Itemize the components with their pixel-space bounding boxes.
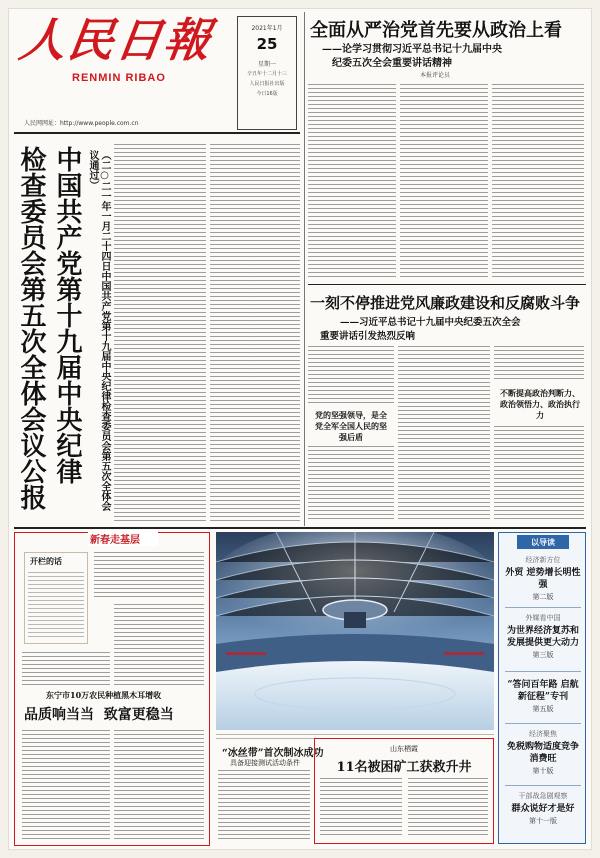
sidebar-item-page: 第十一版	[529, 817, 557, 825]
feature-body-col-1	[22, 652, 110, 686]
bottom-section-rule	[14, 527, 586, 529]
date-box	[237, 16, 297, 130]
sidebar-item-cat: 经济聚焦	[529, 730, 557, 738]
mid-story-subhead-2: 重要讲话引发热烈反响	[320, 331, 416, 342]
sidebar-title: 以导读	[517, 535, 569, 549]
sidebar-item-page: 第三版	[532, 651, 554, 659]
photo-caption-title: “冰丝带”首次制冰成功	[222, 748, 324, 759]
top-story-subhead-2: 纪委五次全会重要讲话精神	[332, 58, 452, 69]
top-story-headline: 全面从严治党首先要从政治上看	[310, 20, 562, 41]
mid-story-headline: 一刻不停推进党风廉政建设和反腐败斗争	[310, 294, 581, 312]
sidebar-box	[498, 532, 586, 844]
feature-headline-kicker: 东宁市10万农民种植黑木耳增收	[46, 690, 162, 700]
date-line-1: 辛丑年十二月十三	[246, 71, 287, 77]
sidebar-item-page: 第五版	[532, 705, 554, 713]
website-line: 人民网网址：http://www.people.com.cn	[24, 120, 139, 127]
column-divider	[304, 12, 305, 526]
mid-story-body-col-1b	[308, 446, 394, 522]
sidebar-item-page: 第十版	[532, 767, 554, 775]
ice-rink-illustration	[216, 532, 494, 730]
communique-body-col-1	[114, 144, 206, 524]
ice-rink-photo	[216, 532, 494, 730]
sidebar-item-title: “答问百年路 启航新征程”专刊	[507, 680, 579, 702]
feature-kicker: 开栏的话	[30, 556, 62, 566]
top-story-body-col-1	[308, 84, 396, 280]
sidebar-divider	[505, 785, 581, 786]
top-story-body-col-2	[400, 84, 488, 280]
sidebar-divider	[505, 607, 581, 608]
photo-caption-sub: 具备迎接测试活动条件	[230, 759, 300, 767]
feature-headline: 品质响当当 致富更稳当	[24, 707, 174, 723]
feature-lead-text	[94, 552, 204, 600]
sidebar-item-cat: 经济新方位	[525, 556, 561, 564]
photo-caption-body	[218, 770, 310, 842]
sidebar-item-1[interactable]	[503, 555, 583, 602]
sidebar-item-3[interactable]	[503, 677, 583, 714]
feature-body-col-2	[114, 604, 204, 686]
masthead-rule	[14, 132, 300, 134]
sidebar-divider	[505, 671, 581, 672]
date-line-3: 今日16版	[256, 91, 278, 97]
masthead-title: 人民日報	[16, 13, 216, 67]
mid-story-body-col-1a	[308, 346, 394, 406]
feature-article-col-1	[22, 730, 110, 840]
sidebar-item-title: 免税购物适度竞争消费旺	[506, 742, 579, 764]
top-story-subhead-1: ——论学习贯彻习近平总书记十九届中央	[322, 44, 502, 55]
masthead-subtitle: RENMIN RIBAO	[72, 72, 166, 84]
mid-story-rule	[308, 284, 586, 285]
rescue-headline: 11名被困矿工获救升井	[336, 760, 472, 775]
sidebar-item-title: 为世界经济复苏和发展提供更大动力	[506, 626, 579, 648]
sidebar-item-4[interactable]	[503, 729, 583, 776]
date-day: 25	[256, 35, 278, 53]
sidebar-divider	[505, 723, 581, 724]
sidebar-item-page: 第二版	[532, 593, 554, 601]
rescue-body-col-1	[320, 778, 402, 838]
rescue-kicker: 山东栖霞	[390, 745, 418, 753]
sidebar-item-2[interactable]	[503, 613, 583, 660]
sidebar-item-cat: 干部战急剧观察	[518, 792, 568, 800]
feature-badge: 新春走基层	[90, 535, 140, 546]
mid-story-subhead-1: ——习近平总书记十九届中央纪委五次全会	[340, 317, 521, 328]
mid-story-body-col-2	[398, 346, 490, 522]
communique-deck: （二○二一年一月二十四日中国共产党第十九届中央纪律检查委员会第五次全体会议通过）	[87, 150, 110, 511]
communique-body-col-2	[210, 144, 300, 524]
rescue-body-col-2	[408, 778, 488, 838]
communique-headline-col-1: 中国共产党第十九届中央纪律	[52, 146, 82, 484]
feature-intro-text	[28, 572, 84, 640]
sidebar-item-title: 外贸 逆势增长明性强	[505, 568, 581, 590]
date-year-month: 2021年1月	[251, 25, 283, 32]
mid-story-body-col-3a	[494, 346, 584, 382]
sidebar-item-5[interactable]	[503, 791, 583, 826]
mid-story-callout-right: 不断提高政治判断力、政治领悟力、政治执行力	[500, 388, 580, 420]
date-line-2: 人民日报社出版	[249, 81, 285, 87]
top-story-body-col-3	[492, 84, 584, 280]
sidebar-item-cat: 外媒看中国	[525, 614, 561, 622]
mid-story-body-col-3b	[494, 426, 584, 522]
feature-article-col-2	[114, 730, 204, 840]
top-story-byline: 本报评论员	[420, 72, 451, 79]
communique-headline-col-2: 检查委员会第五次全体会议公报	[16, 146, 46, 510]
date-weekday: 星期一	[257, 61, 276, 68]
mid-story-callout-left: 党的坚强领导，是全党全军全国人民的坚强后盾	[315, 410, 387, 442]
sidebar-item-title: 群众说好才是好	[511, 804, 575, 814]
